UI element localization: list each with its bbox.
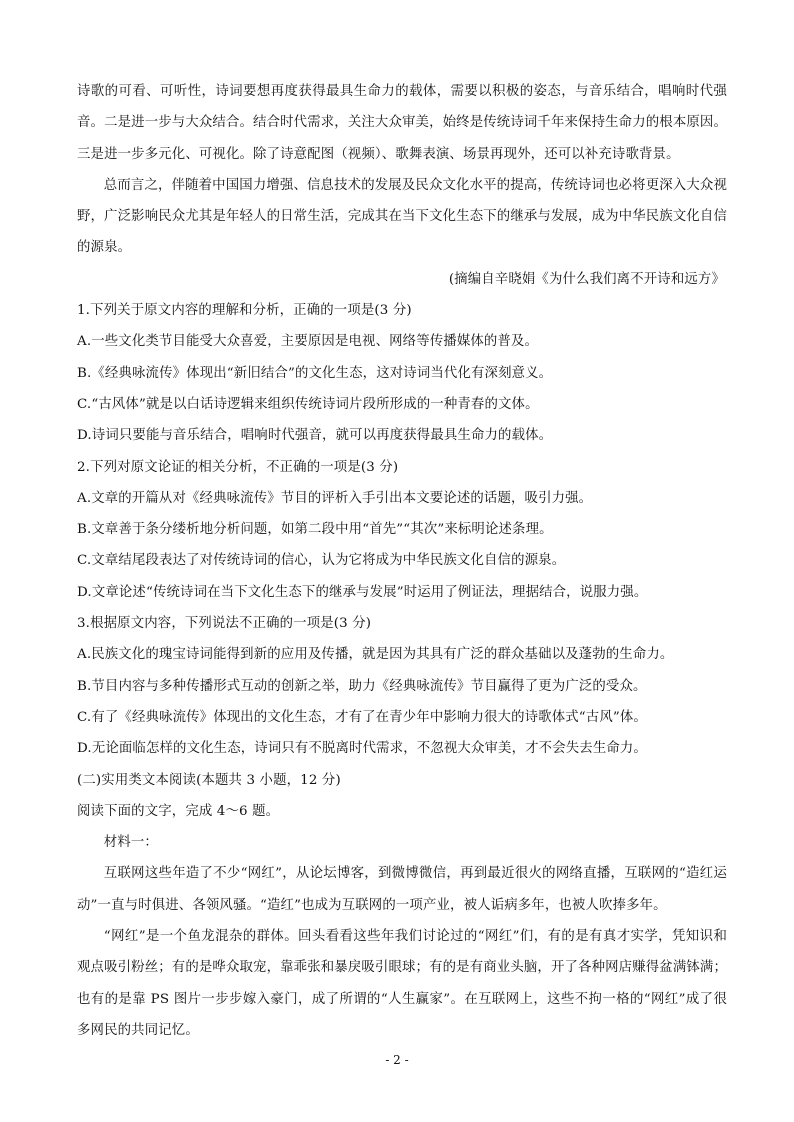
question-option: B.节目内容与多种传播形式互动的创新之举，助力《经典咏流传》节目赢得了更为广泛的受众。 — [77, 678, 647, 694]
section-heading: (二)实用类文本阅读(本题共 3 小题，12 分) — [77, 772, 341, 788]
question-option: A.文章的开篇从对《经典咏流传》节目的评析入手引出本文要论述的话题，吸引力强。 — [77, 490, 593, 506]
material-label: 材料一： — [103, 835, 158, 851]
question-option: B.文章善于条分缕析地分析问题，如第二段中用“首先”“其次”来标明论述条理。 — [77, 522, 553, 538]
material-paragraph: 互联网这些年造了不少“网红”，从论坛博客，到微博微信，再到最近很火的网络直播，互联网的“造红运动”一直与时俱进、各领风骚。“造红”也成为互联网的一项产业，被人诟病多年，也被人吹捧多年。 — [77, 866, 727, 913]
question-stem: 1.下列关于原文内容的理解和分析，正确的一项是(3 分) — [77, 303, 412, 319]
source-citation: (摘编自辛晓娟《为什么我们离不开诗和远方》 — [448, 271, 725, 287]
passage-paragraph: 诗歌的可看、可听性，诗词要想再度获得最具生命力的载体，需要以积极的姿态，与音乐结合，唱响时代强音。二是进一步与大众结合。结合时代需求，关注大众审美，始终是传统诗词千年来保持生命力的根本原因。三是进一步多元化、可视化。除了诗意配图（视频）、歌舞表演、场景再现外，还可以补充诗歌背景。 — [77, 84, 727, 162]
question-option: C.文章结尾段表达了对传统诗词的信心，认为它将成为中华民族文化自信的源泉。 — [77, 553, 566, 569]
question-option: A.民族文化的瑰宝诗词能得到新的应用及传播，就是因为其具有广泛的群众基础以及蓬勃的生命力。 — [77, 647, 674, 663]
question-option: C.“古风体”就是以白话诗逻辑来组织传统诗词片段所形成的一种青春的文体。 — [77, 396, 539, 412]
question-option: D.文章论述“传统诗词在当下文化生态下的继承与发展”时运用了例证法，理据结合，说服力强。 — [77, 584, 648, 600]
page-content — [77, 76, 727, 1046]
question-stem: 2.下列对原文论证的相关分析，不正确的一项是(3 分) — [77, 459, 399, 475]
section-instruction: 阅读下面的文字，完成 4～6 题。 — [77, 803, 280, 819]
question-option: B.《经典咏流传》体现出“新旧结合”的文化生态，这对诗词当代化有深刻意义。 — [77, 365, 553, 381]
material-paragraph: “网红”是一个鱼龙混杂的群体。回头看看这些年我们讨论过的“网红”们，有的是有真才实学，凭知识和观点吸引粉丝；有的是哗众取宠，靠乖张和暴戾吸引眼球；有的是有商业头脑，开了各种网店赚得盆满钵满；也有的是靠 PS 图片一步步嫁入豪门，成了所谓的“人生赢家”。在互联网上，这些不拘一格的“网红”成了很多网民的共同记忆。 — [77, 929, 727, 1038]
page-number: - 2 - — [385, 1053, 409, 1067]
question-option: D.无论面临怎样的文化生态，诗词只有不脱离时代需求，不忽视大众审美，才不会失去生命力。 — [77, 741, 647, 757]
question-option: C.有了《经典咏流传》体现出的文化生态，才有了在青少年中影响力很大的诗歌体式“古风”体。 — [77, 709, 647, 725]
question-option: A.一些文化类节目能受大众喜爱，主要原因是电视、网络等传播媒体的普及。 — [77, 334, 539, 350]
question-stem: 3.根据原文内容，下列说法不正确的一项是(3 分) — [77, 616, 372, 632]
passage-paragraph: 总而言之，伴随着中国国力增强、信息技术的发展及民众文化水平的提高，传统诗词也必将更深入大众视野，广泛影响民众尤其是年轻人的日常生活，完成其在当下文化生态下的继承与发展，成为中华民族文化自信的源泉。 — [77, 177, 727, 256]
question-option: D.诗词只要能与音乐结合，唱响时代强音，就可以再度获得最具生命力的载体。 — [77, 428, 553, 444]
